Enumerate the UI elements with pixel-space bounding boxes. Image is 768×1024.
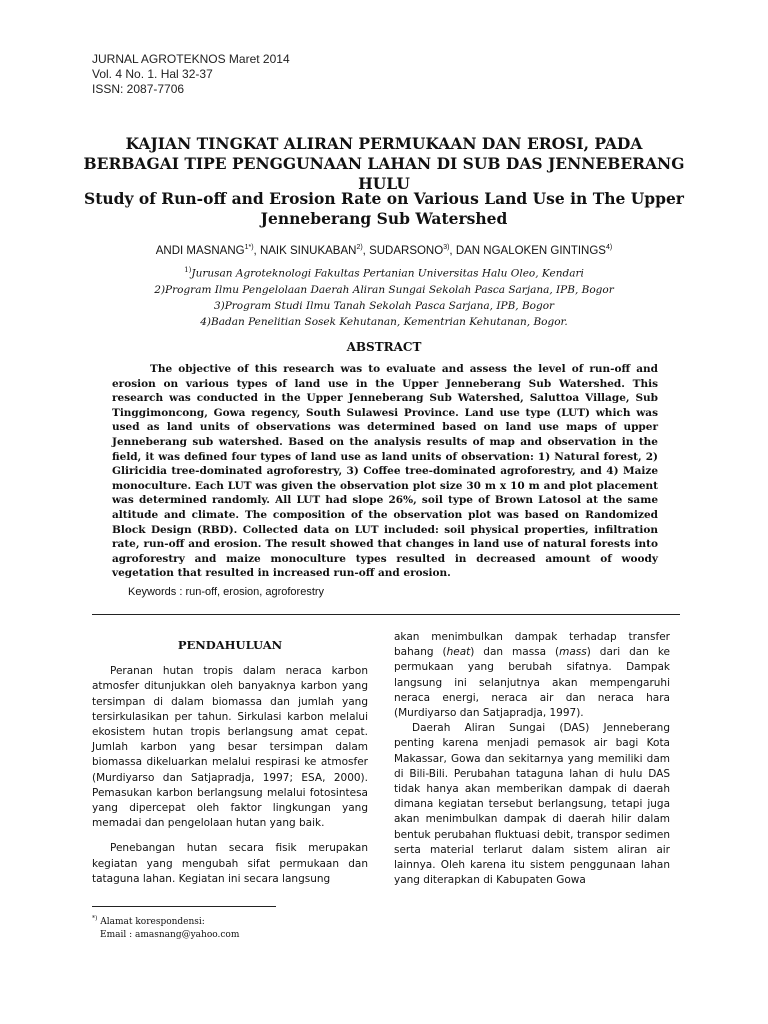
author-mark: 1*) <box>244 244 254 251</box>
journal-name: JURNAL AGROTEKNOS Maret 2014 <box>92 52 290 66</box>
keywords: Keywords : run-off, erosion, agroforestry <box>128 586 325 598</box>
journal-header <box>92 52 290 97</box>
affiliations <box>80 262 688 330</box>
author-name: DAN NGALOKEN GINTINGS <box>455 244 606 257</box>
paper-title-indonesian: KAJIAN TINGKAT ALIRAN PERMUKAAN DAN EROSI, PADA BERBAGAI TIPE PENGGUNAAN LAHAN DI SUB DAS JENNEBERANG HULU <box>83 134 685 193</box>
abstract-heading: ABSTRACT <box>346 340 422 354</box>
text-run: ) dan massa ( <box>470 646 560 659</box>
footnote-divider <box>92 906 276 907</box>
author-list <box>60 240 708 259</box>
section-heading: PENDAHULUAN <box>177 638 283 652</box>
abstract-body: The objective of this research was to evaluate and assess the level of run-off and erosion on various types of land use in the Upper Jenneberang Sub Watershed. This research was conducted in the Upper Jenneberang Sub Watershed, Saluttoa Village, Sub Tinggimoncong, Gowa regency, South Sulawesi Province. Land use type (LUT) which was used as land units of observations was determined based on land use maps of upper Jenneberang sub watershed. Based on the analysis results of map and observation in the field, it was defined four types of land use as land units of observation: 1) Natural forest, 2) Gliricidia tree-dominated agroforestry, 3) Coffee tree-dominated agroforestry, and 4) Maize monoculture. Each LUT was given the observation plot size 30 m x 10 m and plot placement was determined randomly. All LUT had slope 26%, soil type of Brown Latosol at the same altitude and climate. The composition of the observation plot was based on Randomized Block Design (RBD). Collected data on LUT included: soil physical properties, infiltration rate, run-off and erosion. The result showed that changes in land use of natural forests into agroforestry and maize monoculture types resulted in decreased amount of woody vegetation that resulted in increased run-off and erosion. <box>112 363 658 580</box>
author-mark: 4) <box>605 244 613 251</box>
affiliation-line: 3)Program Studi Ilmu Tanah Sekolah Pasca Sarjana, IPB, Bogor <box>213 299 555 312</box>
footnote-mark: *) <box>92 915 98 922</box>
paper-title-english: Study of Run-off and Erosion Rate on Various Land Use in The Upper Jenneberang Sub Watershed <box>84 189 684 228</box>
author-mark: 2) <box>356 244 363 251</box>
paragraph: Daerah Aliran Sungai (DAS) Jenneberang penting karena menjadi pemasok air bagi Kota Makassar, Gowa dan sekitarnya yang memiliki dam di Bili-Bili. Perubahan tataguna lahan di hulu DAS tidak hanya akan memberikan dampak di daerah dimana kegiatan tersebut berlangsung, tetapi juga akan menimbulkan dampak di daerah hilir dalam bentuk perubahan fluktuasi debit, transpor sedimen serta material terlarut dalam sistem aliran air lainnya. Oleh karena itu sistem penggunaan lahan yang diterapkan di Kabupaten Gowa <box>394 722 670 887</box>
author-sep: , <box>449 244 456 257</box>
journal-issn: ISSN: 2087-7706 <box>92 82 185 96</box>
section-divider <box>92 614 680 615</box>
affiliation-mark: 1) <box>184 266 192 274</box>
text-run: akan menimbulkan dampak terhadap transfer bahang ( <box>394 631 670 659</box>
affiliation-line: 4)Badan Penelitian Sosek Kehutanan, Kementrian Kehutanan, Bogor. <box>200 315 568 328</box>
column-right <box>394 630 670 888</box>
affiliation-line <box>80 262 688 282</box>
author-name: NAIK SINUKABAN <box>259 244 357 257</box>
author-sep: , <box>362 244 370 257</box>
footnote-line <box>92 912 239 929</box>
author-name: SUDARSONO <box>369 244 444 257</box>
author-name: ANDI MASNANG <box>155 244 245 257</box>
text-run: ) dari dan ke permukaan yang berubah sifatnya. Dampak langsung ini selanjutnya akan mempengaruhi neraca energi, neraca air dan neraca hara (Murdiyarso dan Satjapradja, 1997). <box>394 646 670 720</box>
footnote <box>92 912 239 942</box>
term-italic: mass <box>559 646 587 659</box>
footnote-text: Alamat korespondensi: <box>97 917 205 927</box>
footnote-email: Email : amasnang@yahoo.com <box>100 930 240 940</box>
journal-volume: Vol. 4 No. 1. Hal 32-37 <box>92 67 213 81</box>
term-italic: heat <box>446 646 471 659</box>
affiliation-line: 2)Program Ilmu Pengelolaan Daerah Aliran Sungai Sekolah Pasca Sarjana, IPB, Bogor <box>154 283 614 296</box>
paragraph <box>394 630 670 721</box>
paragraph: Penebangan hutan secara fisik merupakan kegiatan yang mengubah sifat permukaan dan tataguna lahan. Kegiatan ini secara langsung <box>92 842 368 885</box>
author-sep: , <box>253 244 260 257</box>
affiliation-text: Jurusan Agroteknologi Fakultas Pertanian Universitas Halu Oleo, Kendari <box>191 267 584 280</box>
paragraph: Peranan hutan tropis dalam neraca karbon atmosfer ditunjukkan oleh banyaknya karbon yang tersimpan di dalam biomassa dan jumlah yang tersirkulasikan per tahun. Sirkulasi karbon melalui ekosistem hutan tropis berlangsung amat cepat. Jumlah karbon yang besar tersimpan dalam biomassa dikeluarkan melalui respirasi ke atmosfer (Murdiyarso dan Satjapradja, 1997; ESA, 2000). Pemasukan karbon berlangsung melalui fotosintesa yang dipercepat oleh faktor lingkungan yang memadai dan pengelolaan hutan yang baik. <box>92 665 368 830</box>
column-left <box>92 630 368 887</box>
author-mark: 3) <box>443 244 450 251</box>
